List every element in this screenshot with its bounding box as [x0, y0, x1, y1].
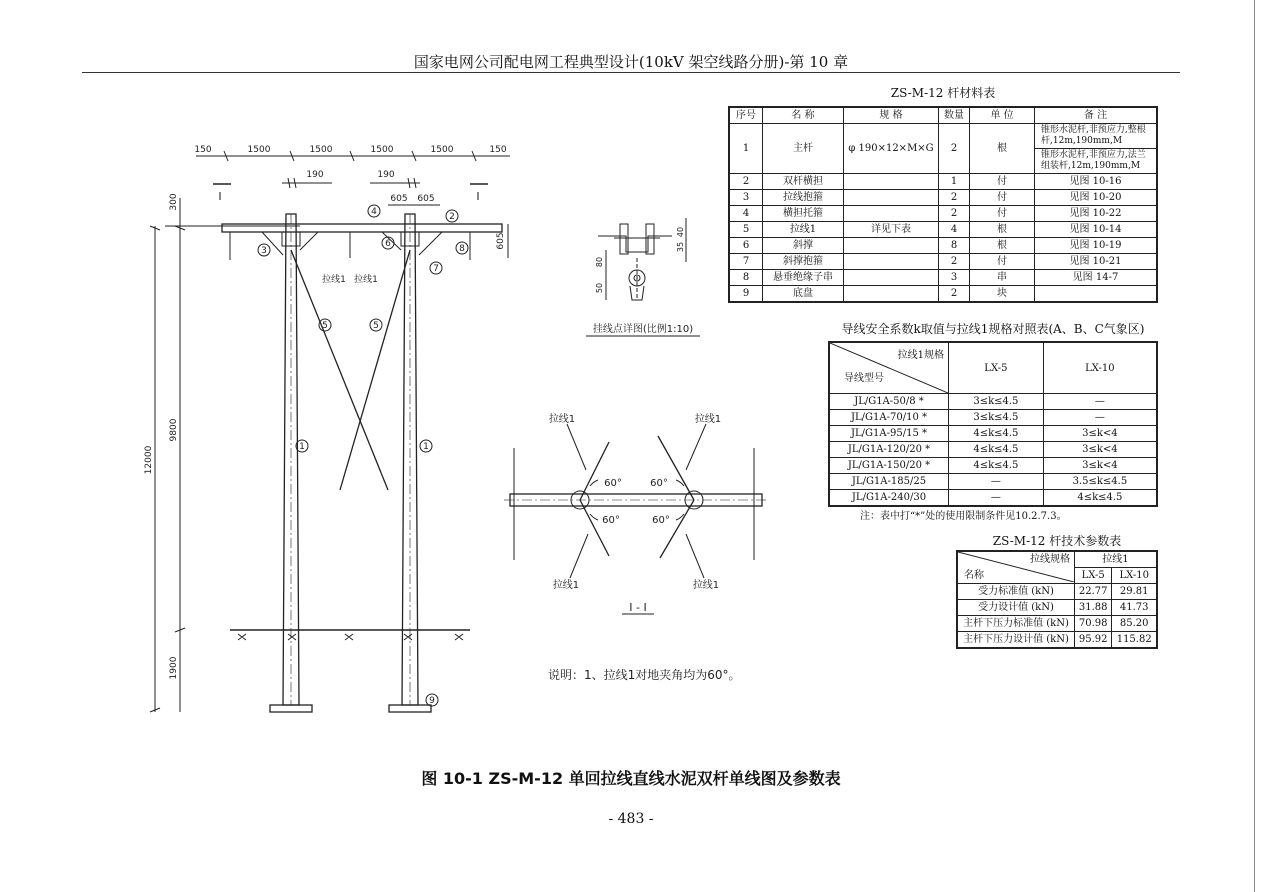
callout-1-right: 1	[423, 442, 429, 452]
k-table-note: 注：表中打“*”处的使用限制条件见10.2.7.3。	[860, 511, 1067, 522]
cell: 3≤k≤4.5	[949, 394, 1044, 410]
cell: 锥形水泥杆,非预应力,整根杆,12m,190mm,M	[1035, 124, 1158, 149]
figure-caption: 图 10-1 ZS-M-12 单回拉线直线水泥双杆单线图及参数表	[421, 769, 841, 788]
col-header: 单 位	[970, 107, 1035, 124]
cell: 斜撑	[763, 238, 844, 254]
table-row	[729, 286, 1157, 303]
table-row	[729, 206, 1157, 222]
detail-dim-50: 50	[595, 282, 604, 294]
cell: JL/G1A-185/25	[829, 474, 949, 490]
cell: 2	[939, 286, 970, 303]
col-header: LX-10	[1043, 342, 1157, 394]
cell: 4≤k≤4.5	[1043, 490, 1157, 507]
cell: 3	[939, 270, 970, 286]
cell: 2	[939, 124, 970, 174]
materials-table	[728, 106, 1158, 303]
cell: 4≤k≤4.5	[949, 426, 1044, 442]
cell: 见图 10-20	[1035, 190, 1158, 206]
cell: 悬垂绝缘子串	[763, 270, 844, 286]
cell	[844, 238, 939, 254]
angle-label-bl: 60°	[602, 515, 620, 526]
diagonal-header-cell	[829, 342, 949, 394]
table-row	[729, 190, 1157, 206]
cell: 70.98	[1075, 616, 1112, 632]
tech-table-title: ZS-M-12 杆技术参数表	[992, 534, 1122, 548]
materials-table-title: ZS-M-12 杆材料表	[890, 86, 996, 100]
callout-7: 7	[433, 264, 439, 274]
cell: 底盘	[763, 286, 844, 303]
section-mark-right: I	[476, 190, 480, 203]
guy-label-right: 拉线1	[354, 275, 378, 285]
cell: 拉线抱箍	[763, 190, 844, 206]
cell: —	[1043, 394, 1157, 410]
cell: 锥形水泥杆,非预应力,法兰组装杆,12m,190mm,M	[1035, 149, 1158, 174]
cell: 115.82	[1112, 632, 1157, 649]
angle-label-tr: 60°	[650, 478, 668, 489]
cell	[844, 270, 939, 286]
cell: 根	[970, 124, 1035, 174]
cell: 付	[970, 206, 1035, 222]
detail-dim-35: 35	[676, 241, 685, 253]
cell: 3≤k≤4.5	[949, 410, 1044, 426]
dim-605-right: 605	[417, 194, 435, 204]
col-header: LX-10	[1112, 568, 1157, 584]
table-row	[957, 600, 1157, 616]
diag-header-bottom: 导线型号	[844, 373, 884, 384]
cell: 主杆下压力设计值 (kN)	[957, 632, 1075, 649]
table-row	[957, 584, 1157, 600]
col-header: 数量	[939, 107, 970, 124]
top-dim-5: 1500	[430, 145, 454, 155]
cell: 3≤k<4	[1043, 426, 1157, 442]
section-guy-label-br: 拉线1	[692, 580, 720, 591]
cell: 串	[970, 270, 1035, 286]
cell: 付	[970, 174, 1035, 190]
cell: 双杆横担	[763, 174, 844, 190]
cell: 5	[729, 222, 763, 238]
cell: 85.20	[1112, 616, 1157, 632]
cell	[844, 206, 939, 222]
col-header: 规 格	[844, 107, 939, 124]
table-row	[729, 124, 1157, 149]
callout-9: 9	[429, 696, 435, 706]
group-header: 拉线1	[1075, 551, 1158, 568]
page-number: - 483 -	[608, 811, 654, 827]
cell: 根	[970, 238, 1035, 254]
diagonal-header-cell	[957, 551, 1075, 584]
detail-caption: 挂线点详图(比例1:10)	[592, 324, 694, 335]
cell: —	[1043, 410, 1157, 426]
cell: JL/G1A-50/8 *	[829, 394, 949, 410]
section-guy-label-tr: 拉线1	[694, 414, 722, 425]
cell: 2	[729, 174, 763, 190]
cell: 8	[729, 270, 763, 286]
top-dim-1: 150	[194, 145, 212, 155]
cell	[844, 190, 939, 206]
cell: 4	[729, 206, 763, 222]
table-row	[729, 254, 1157, 270]
callout-5-left: 5	[322, 321, 328, 331]
cell: 31.88	[1075, 600, 1112, 616]
cell: JL/G1A-70/10 *	[829, 410, 949, 426]
cell: 付	[970, 254, 1035, 270]
cell: 拉线1	[763, 222, 844, 238]
col-header: 序号	[729, 107, 763, 124]
cell: 8	[939, 238, 970, 254]
cell: 受力标准值 (kN)	[957, 584, 1075, 600]
col-header: 名 称	[763, 107, 844, 124]
cell: 4	[939, 222, 970, 238]
cell: 3	[729, 190, 763, 206]
cell: 95.92	[1075, 632, 1112, 649]
cell: 29.81	[1112, 584, 1157, 600]
cell: —	[949, 474, 1044, 490]
cell: JL/G1A-150/20 *	[829, 458, 949, 474]
drawing-note: 说明：1、拉线1对地夹角均为60°。	[548, 668, 741, 682]
table-header-row	[829, 342, 1157, 394]
cell: —	[949, 490, 1044, 507]
dim-300: 300	[169, 193, 179, 211]
table-row	[957, 616, 1157, 632]
cell: 3≤k<4	[1043, 442, 1157, 458]
k-factor-table	[828, 341, 1158, 507]
tech-params-table	[956, 550, 1158, 649]
cell: 块	[970, 286, 1035, 303]
dim-190-left: 190	[306, 170, 324, 180]
dim-605-vertical: 605	[496, 232, 506, 250]
cell: 根	[970, 222, 1035, 238]
cell: JL/G1A-95/15 *	[829, 426, 949, 442]
table-row	[829, 410, 1157, 426]
cell	[844, 254, 939, 270]
cell: 41.73	[1112, 600, 1157, 616]
table-row	[829, 474, 1157, 490]
cell: 4≤k≤4.5	[949, 458, 1044, 474]
section-guy-label-tl: 拉线1	[548, 414, 576, 425]
cell	[844, 174, 939, 190]
cell: 9	[729, 286, 763, 303]
k-table-title: 导线安全系数k取值与拉线1规格对照表(A、B、C气象区)	[841, 322, 1145, 336]
cell: 3≤k<4	[1043, 458, 1157, 474]
top-dim-4: 1500	[370, 145, 394, 155]
cell: 主杆下压力标准值 (kN)	[957, 616, 1075, 632]
top-dim-6: 150	[489, 145, 507, 155]
cell: 2	[939, 206, 970, 222]
cell: 斜撑抱箍	[763, 254, 844, 270]
cell: 2	[939, 254, 970, 270]
detail-dim-40: 40	[676, 226, 685, 238]
cell: 2	[939, 190, 970, 206]
table-header-row	[729, 107, 1157, 124]
cell: 见图 10-16	[1035, 174, 1158, 190]
dim-605-left: 605	[390, 194, 408, 204]
table-row	[729, 238, 1157, 254]
dim-190-right: 190	[377, 170, 395, 180]
table-row	[829, 394, 1157, 410]
table-row	[729, 222, 1157, 238]
cell: 见图 10-21	[1035, 254, 1158, 270]
callout-1-left: 1	[299, 442, 305, 452]
cell: 7	[729, 254, 763, 270]
cell: JL/G1A-120/20 *	[829, 442, 949, 458]
callout-5-right: 5	[373, 321, 379, 331]
callout-2: 2	[449, 212, 455, 222]
dim-12000: 12000	[144, 445, 154, 475]
callout-6: 6	[385, 239, 391, 249]
cell: 横担托箍	[763, 206, 844, 222]
page-header: 国家电网公司配电网工程典型设计(10kV 架空线路分册)-第 10 章	[413, 53, 849, 71]
col-header: 备 注	[1035, 107, 1158, 124]
cell: 1	[729, 124, 763, 174]
cell: 3.5≤k≤4.5	[1043, 474, 1157, 490]
callout-8: 8	[459, 244, 465, 254]
section-mark-left: I	[218, 190, 222, 203]
diag-header-top: 拉线1规格	[897, 350, 944, 361]
section-label: I - I	[629, 601, 647, 614]
table-row	[957, 632, 1157, 649]
cell: 6	[729, 238, 763, 254]
dim-9800: 9800	[169, 418, 179, 442]
cell: 付	[970, 190, 1035, 206]
angle-label-tl: 60°	[604, 478, 622, 489]
cell: 22.77	[1075, 584, 1112, 600]
table-row	[729, 270, 1157, 286]
cell: 1	[939, 174, 970, 190]
angle-label-br: 60°	[652, 515, 670, 526]
dim-1900: 1900	[169, 656, 179, 680]
cell: 主杆	[763, 124, 844, 174]
cell	[844, 286, 939, 303]
table-header-row	[957, 551, 1157, 568]
cell: 受力设计值 (kN)	[957, 600, 1075, 616]
cell: 见图 10-19	[1035, 238, 1158, 254]
callout-3: 3	[261, 246, 267, 256]
cell: JL/G1A-240/30	[829, 490, 949, 507]
section-guy-label-bl: 拉线1	[552, 580, 580, 591]
cell: 4≤k≤4.5	[949, 442, 1044, 458]
cell: φ 190×12×M×G	[844, 124, 939, 174]
col-header: LX-5	[1075, 568, 1112, 584]
top-dim-3: 1500	[309, 145, 333, 155]
table-row	[829, 458, 1157, 474]
diag-header-top: 拉线规格	[1030, 554, 1070, 565]
cell	[1035, 286, 1158, 303]
top-dim-2: 1500	[247, 145, 271, 155]
cell: 见图 10-14	[1035, 222, 1158, 238]
section-plan-drawing	[504, 424, 768, 614]
cell: 详见下表	[844, 222, 939, 238]
diag-header-bottom: 名称	[964, 570, 984, 581]
table-row	[829, 426, 1157, 442]
cell: 见图 14-7	[1035, 270, 1158, 286]
table-row	[829, 442, 1157, 458]
callout-4: 4	[371, 207, 377, 217]
guy-label-left: 拉线1	[322, 275, 346, 285]
col-header: LX-5	[949, 342, 1044, 394]
table-row	[729, 174, 1157, 190]
table-row	[829, 490, 1157, 507]
cell: 见图 10-22	[1035, 206, 1158, 222]
detail-dim-80: 80	[595, 256, 604, 268]
